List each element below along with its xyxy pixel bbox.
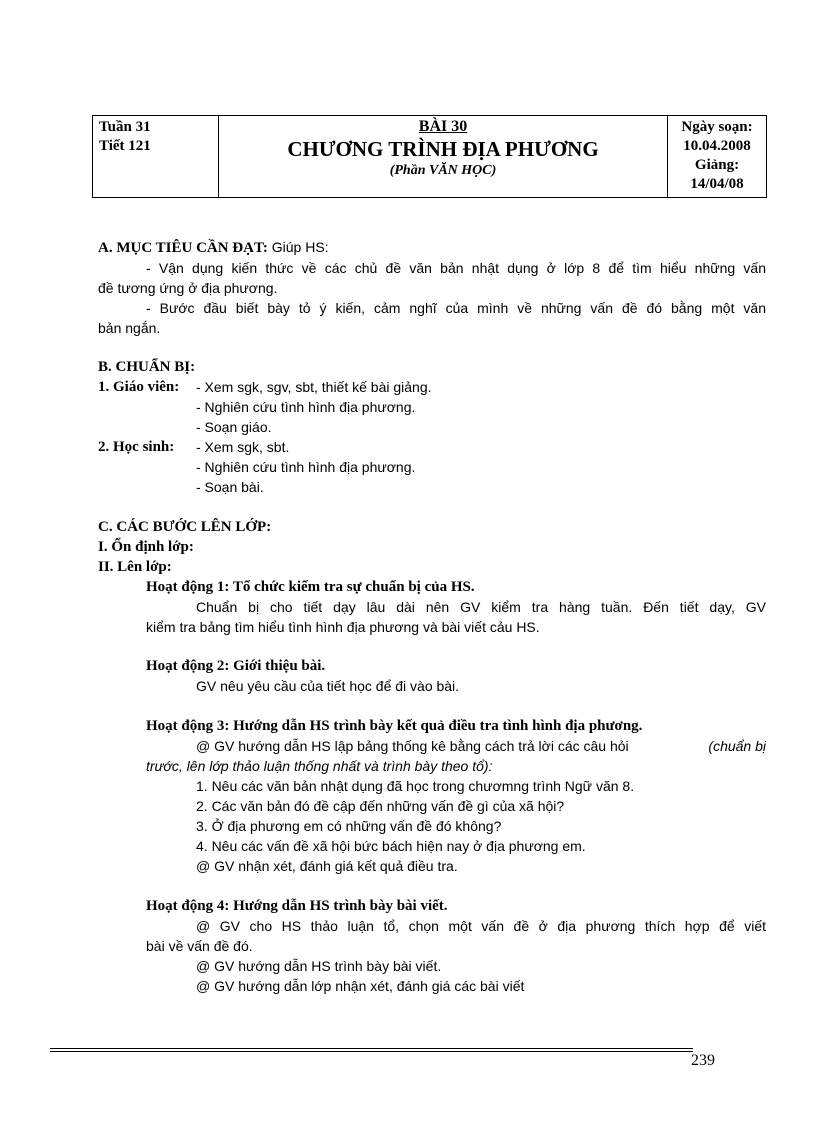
activity-3-title: Hoạt động 3: Hướng dẫn HS trình bày kết quả điều tra tình hình địa phương.	[146, 718, 643, 734]
lesson-header-table	[92, 115, 767, 198]
teach-date-label: Giảng:	[694, 157, 740, 173]
section-a-heading: A. MỤC TIÊU CẦN ĐẠT:	[98, 240, 268, 256]
activity-3-note-end: trước, lên lớp thảo luận thống nhất và trình bày theo tổ):	[146, 758, 493, 774]
header-center-cell	[219, 116, 668, 197]
student-label: 2. Học sinh:	[98, 439, 175, 455]
section-a-goal-1-line-1: - Vận dụng kiến thức về các chủ đề văn bản nhật dụng ở lớp 8 để tìm hiểu những vấn	[146, 260, 766, 276]
teacher-label: 1. Giáo viên:	[98, 379, 180, 395]
page-number: 239	[691, 1052, 715, 1069]
activity-3-instruction: @ GV hướng dẫn HS lập bảng thống kê bằng cách trả lời các câu hỏi	[196, 738, 629, 754]
activity-3-question: 2. Các văn bản đó đề cập đến những vấn đề gì của xã hội?	[196, 798, 565, 814]
activity-4-line-3: @ GV hướng dẫn HS trình bày bài viết.	[196, 958, 442, 974]
week-label: Tuần 31	[99, 119, 151, 135]
activity-3-line-1	[196, 737, 766, 755]
page-title: CHƯƠNG TRÌNH ĐỊA PHƯƠNG	[287, 137, 599, 161]
page-subtitle: (Phần VĂN HỌC)	[389, 163, 497, 178]
teacher-item: - Nghiên cứu tình hình địa phương.	[196, 399, 416, 415]
prep-date: 10.04.2008	[683, 138, 751, 154]
student-item: - Nghiên cứu tình hình địa phương.	[196, 459, 416, 475]
teacher-item: - Xem sgk, sgv, sbt, thiết kế bài giảng.	[196, 379, 432, 395]
activity-1-line-1: Chuẩn bị cho tiết dạy lâu dài nên GV kiểm tra hàng tuần. Đến tiết dạy, GV	[196, 599, 766, 615]
footer-rule	[50, 1051, 693, 1052]
teach-date: 14/04/08	[690, 176, 744, 192]
section-a-goal-2-line-1: - Bước đầu biết bày tỏ ý kiến, cảm nghĩ của mình về những vấn đề đó bằng một văn	[146, 300, 766, 316]
activity-3-review: @ GV nhận xét, đánh giá kết quả điều tra.	[196, 858, 458, 874]
section-a-intro: Giúp HS:	[271, 239, 329, 255]
activity-3-question: 3. Ở địa phương em có những vấn đề đó không?	[196, 818, 502, 834]
footer-rule	[50, 1048, 693, 1049]
activity-4-line-1: @ GV cho HS thảo luận tổ, chọn một vấn đề ở địa phương thích hợp để viết	[196, 918, 766, 934]
activity-2-title: Hoạt động 2: Giới thiệu bài.	[146, 658, 326, 674]
activity-2-line-1: GV nêu yêu cầu của tiết học để đi vào bài.	[196, 678, 460, 694]
activity-1-line-2: kiểm tra bảng tìm hiểu tình hình địa phương và bài viết cảu HS.	[146, 619, 540, 635]
header-right-cell	[668, 116, 766, 197]
activity-1-title: Hoạt động 1: Tổ chức kiểm tra sự chuẩn bị của HS.	[146, 579, 475, 595]
activity-4-title: Hoạt động 4: Hướng dẫn HS trình bày bài viết.	[146, 898, 448, 914]
section-c-heading: C. CÁC BƯỚC LÊN LỚP:	[98, 519, 272, 535]
prep-date-label: Ngày soạn:	[681, 119, 753, 135]
student-item: - Xem sgk, sbt.	[196, 439, 290, 455]
activity-3-question: 1. Nêu các văn bản nhật dụng đã học trong chươmng trình Ngữ văn 8.	[196, 778, 635, 794]
section-a-goal-2-line-2: bản ngắn.	[98, 320, 161, 336]
section-b-heading: B. CHUẨN BỊ:	[98, 359, 196, 375]
period-label: Tiết 121	[99, 138, 151, 154]
step-teach: II. Lên lớp:	[98, 559, 172, 575]
activity-4-line-2: bài về vấn đề đó.	[146, 938, 253, 954]
activity-3-note-start: (chuẩn bị	[708, 738, 766, 754]
lesson-number: BÀI 30	[418, 118, 468, 135]
section-a-line	[98, 238, 329, 257]
activity-3-question: 4. Nêu các vấn đề xã hội bức bách hiện nay ở địa phương em.	[196, 838, 586, 854]
activity-4-line-4: @ GV hướng dẫn lớp nhận xét, đánh giá các bài viết	[196, 978, 525, 994]
student-item: - Soạn bài.	[196, 479, 264, 495]
section-a-goal-1-line-2: đề tương ứng ở địa phương.	[98, 280, 278, 296]
step-stabilize-class: I. Ổn định lớp:	[98, 539, 194, 555]
header-left-cell	[93, 116, 219, 197]
teacher-item: - Soạn giáo.	[196, 419, 272, 435]
